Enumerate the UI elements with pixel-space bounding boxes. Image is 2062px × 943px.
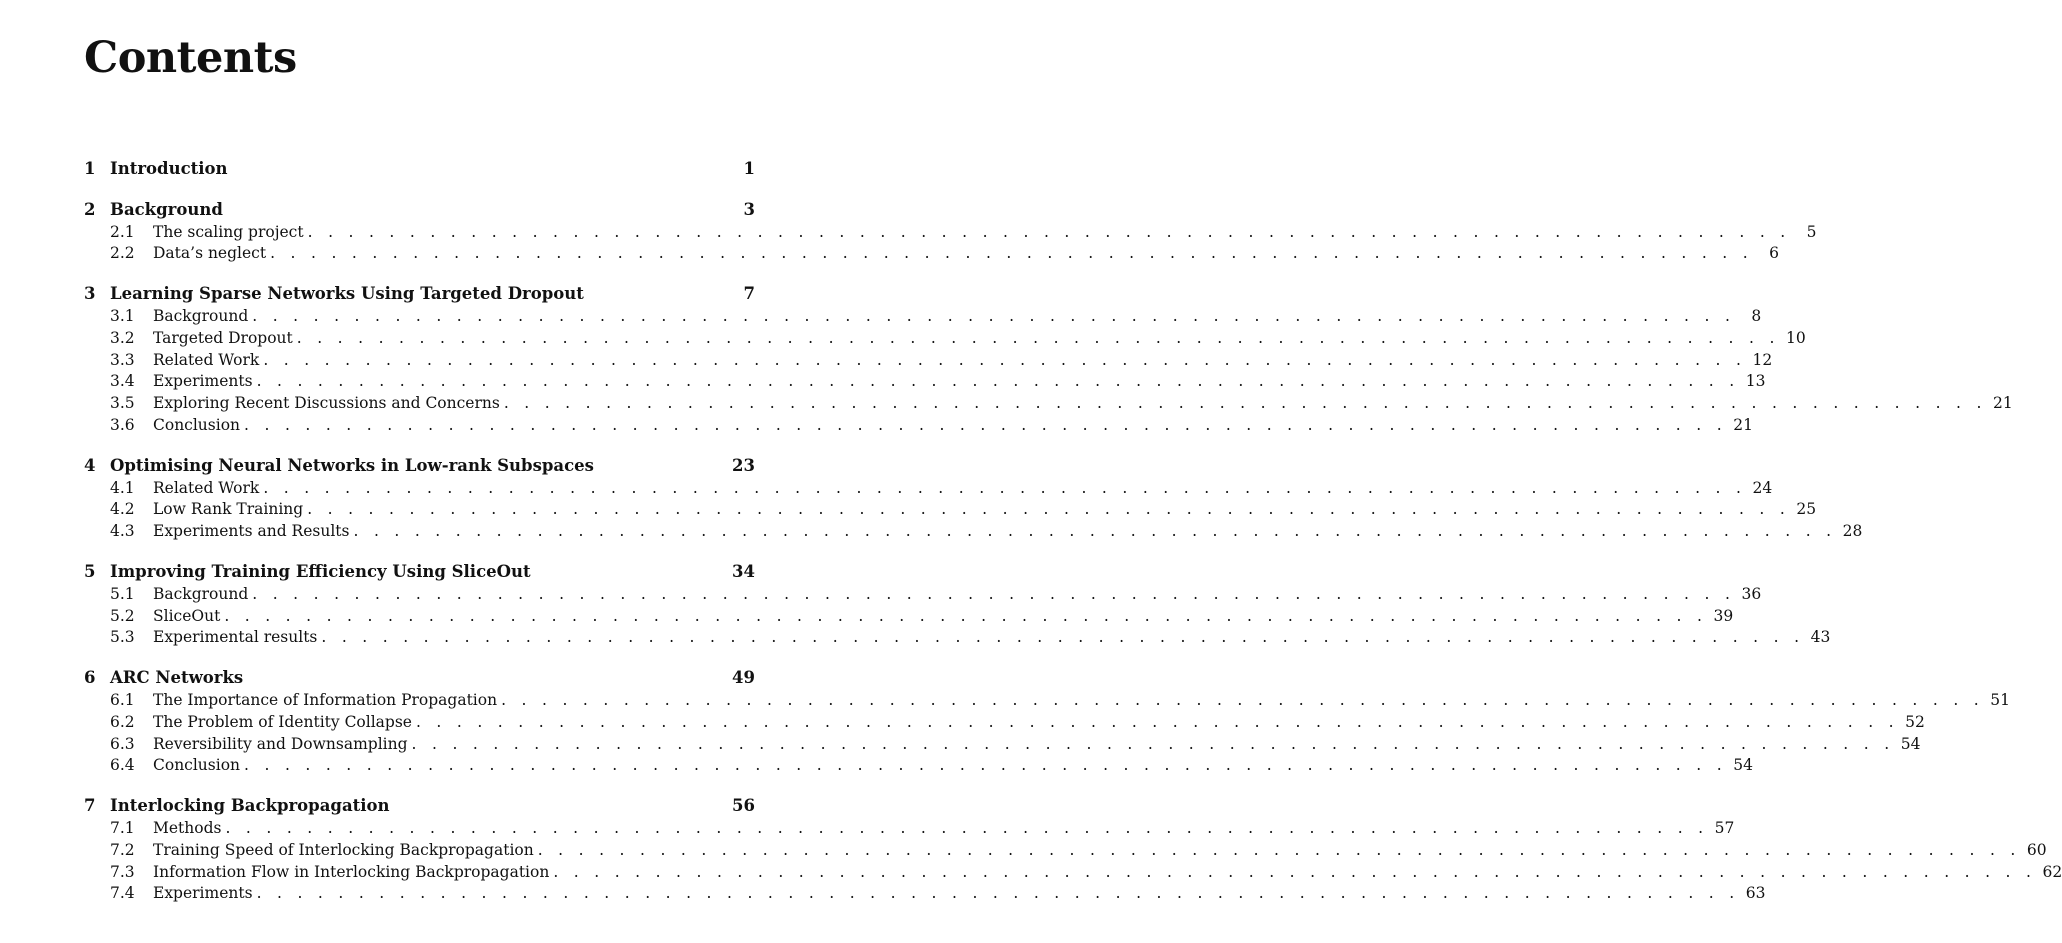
toc-section-3-2[interactable] [0,327,1806,349]
toc-section-3-6[interactable] [0,414,1753,436]
section-number: 7.4 [110,884,135,903]
section-page: 54 [1733,756,1753,775]
section-number: 6.1 [110,691,135,709]
dot-leader: . . . . . . . . . . . . . . . . . . . . . . . . . . . . . . . . . . . . . . . . . . . . . . . . . . . . . . . . . . . . . . . . . . . . . . . . . [225,819,1709,837]
toc-section-6-4[interactable] [0,754,1753,776]
section-title: Training Speed of Interlocking Backpropagation [153,840,534,859]
section-number: 4.2 [110,500,135,519]
chapter-title: Interlocking Backpropagation [110,796,390,816]
dot-leader: . . . . . . . . . . . . . . . . . . . . . . . . . . . . . . . . . . . . . . . . . . . . . . . . . . . . . . . . . . . . . . . . . . . . . . . . . [553,862,2037,881]
section-title: Methods [153,819,222,837]
toc-section-5-1[interactable] [0,583,1762,605]
toc-section-4-3[interactable] [0,520,1863,542]
section-page: 21 [1993,394,2013,413]
section-number: 6.4 [110,756,135,775]
section-page: 21 [1733,416,1753,434]
section-page: 62 [2042,862,2062,881]
dot-leader: . . . . . . . . . . . . . . . . . . . . . . . . . . . . . . . . . . . . . . . . . . . . . . . . . . . . . . . . . . . . . . . . . . . . . . . . . [244,416,1727,434]
chapter-number: 6 [84,668,96,688]
section-page: 43 [1810,628,1831,647]
section-number: 3.3 [110,350,135,369]
toc-section-3-4[interactable] [0,370,1766,392]
section-page: 24 [1752,478,1773,497]
section-number: 3.5 [110,394,135,413]
chapter-number: 3 [84,284,96,304]
chapter-number: 1 [84,159,96,178]
section-title: Information Flow in Interlocking Backpropagation [153,862,550,881]
toc-section-6-3[interactable] [0,733,1921,755]
chapter-page: 3 [743,199,755,219]
chapter-page: 49 [732,668,755,688]
toc-section-3-5[interactable] [0,392,2013,414]
section-number: 3.4 [110,372,135,391]
section-number: 2.2 [110,244,135,263]
chapter-page: 7 [743,284,755,304]
chapter-title: Learning Sparse Networks Using Targeted Dropout [110,284,584,304]
section-number: 5.3 [110,628,135,647]
dot-leader: . . . . . . . . . . . . . . . . . . . . . . . . . . . . . . . . . . . . . . . . . . . . . . . . . . . . . . . . . . . . . . . . . . . . . . . . . [501,691,1985,709]
section-title: Background [153,307,249,325]
section-number: 6.3 [110,734,135,753]
section-title: Reversibility and Downsampling [153,734,408,753]
dot-leader: . . . . . . . . . . . . . . . . . . . . . . . . . . . . . . . . . . . . . . . . . . . . . . . . . . . . . . . . . . . . . . . . . . . . . . . . . [537,840,2021,859]
section-number: 6.2 [110,712,135,731]
section-title: Experiments [153,372,253,391]
section-title: Targeted Dropout [153,328,293,347]
section-title: Low Rank Training [153,500,304,519]
chapter-number: 7 [84,796,96,816]
dot-leader: . . . . . . . . . . . . . . . . . . . . . . . . . . . . . . . . . . . . . . . . . . . . . . . . . . . . . . . . . . . . . . . . . . . . . . . . . [503,394,1987,413]
toc-section-2-2[interactable] [0,242,1779,264]
section-number: 3.6 [110,416,135,434]
dot-leader: . . . . . . . . . . . . . . . . . . . . . . . . . . . . . . . . . . . . . . . . . . . . . . . . . . . . . . . . . . . . . . . . . . . . . . . . . [321,628,1805,647]
chapter-title: Background [110,199,223,219]
section-page: 8 [1751,307,1762,325]
section-page: 6 [1769,244,1779,263]
dot-leader: . . . . . . . . . . . . . . . . . . . . . . . . . . . . . . . . . . . . . . . . . . . . . . . . . . . . . . . . . . . . . . . . . . . . . . . . . [224,606,1708,625]
chapter-title: ARC Networks [110,668,244,688]
section-page: 13 [1745,372,1766,391]
chapter-page: 56 [732,796,755,816]
section-number: 4.1 [110,478,135,497]
section-number: 7.2 [110,840,135,859]
section-number: 5.1 [110,584,135,603]
section-page: 5 [1806,222,1817,241]
section-page: 39 [1713,606,1734,625]
dot-leader: . . . . . . . . . . . . . . . . . . . . . . . . . . . . . . . . . . . . . . . . . . . . . . . . . . . . . . . . . . . . . . . . . . . . . . . . . [263,350,1747,369]
toc-section-3-1[interactable] [0,305,1762,327]
toc-chapter-6[interactable] [0,667,827,689]
section-title: The Importance of Information Propagation [153,691,498,709]
chapter-title: Optimising Neural Networks in Low-rank Subspaces [110,455,594,475]
section-title: Background [153,584,249,603]
toc-section-3-3[interactable] [0,349,1773,371]
dot-leader: . . . . . . . . . . . . . . . . . . . . . . . . . . . . . . . . . . . . . . . . . . . . . . . . . . . . . . . . . . . . . . . . . . . . . . . . . [252,584,1736,603]
toc-section-5-2[interactable] [0,605,1734,627]
section-title: SliceOut [153,606,221,625]
dot-leader: . . . . . . . . . . . . . . . . . . . . . . . . . . . . . . . . . . . . . . . . . . . . . . . . . . . . . . . . . . . . . . . . . . . . . . . . . [411,734,1895,753]
section-page: 54 [1900,734,1921,753]
toc-section-6-1[interactable] [0,689,2011,711]
section-title: The scaling project [153,222,304,241]
section-number: 3.1 [110,307,135,325]
section-page: 28 [1842,522,1863,541]
toc-section-7-1[interactable] [0,817,1735,839]
section-page: 25 [1796,500,1817,519]
toc-chapter-7[interactable] [0,795,827,817]
section-page: 10 [1785,328,1806,347]
chapter-title: Improving Training Efficiency Using SliceOut [110,562,531,581]
section-title: Experiments and Results [153,522,350,541]
chapter-number: 5 [84,562,96,581]
section-title: Related Work [153,478,260,497]
section-title: Conclusion [153,416,241,434]
toc-chapter-4[interactable] [0,455,827,477]
toc-chapter-2[interactable] [0,199,827,221]
dot-leader: . . . . . . . . . . . . . . . . . . . . . . . . . . . . . . . . . . . . . . . . . . . . . . . . . . . . . . . . . . . . . . . . . . . . . . . . . [307,222,1791,241]
section-page: 63 [1745,884,1766,903]
dot-leader: . . . . . . . . . . . . . . . . . . . . . . . . . . . . . . . . . . . . . . . . . . . . . . . . . . . . . . . . . . . . . . . . . . . . . . . . . [263,478,1747,497]
section-title: The Problem of Identity Collapse [153,712,412,731]
toc-section-4-2[interactable] [0,498,1817,520]
dot-leader: . . . . . . . . . . . . . . . . . . . . . . . . . . . . . . . . . . . . . . . . . . . . . . . . . . . . . . . . . . . . . . . . . . . . . . . . . [415,712,1899,731]
section-title: Related Work [153,350,260,369]
section-number: 7.1 [110,819,135,837]
section-page: 36 [1741,584,1762,603]
toc-section-2-1[interactable] [0,221,1817,243]
section-number: 5.2 [110,606,135,625]
toc-chapter-5[interactable] [0,561,827,583]
page-title: Contents [84,33,297,83]
section-title: Data’s neglect [153,244,267,263]
dot-leader: . . . . . . . . . . . . . . . . . . . . . . . . . . . . . . . . . . . . . . . . . . . . . . . . . . . . . . . . . . . . . . . . . . . . . . . . . [296,328,1780,347]
dot-leader: . . . . . . . . . . . . . . . . . . . . . . . . . . . . . . . . . . . . . . . . . . . . . . . . . . . . . . . . . . . . . . . . . . . . . . . . . [252,307,1736,325]
section-title: Experimental results [153,628,318,647]
dot-leader: . . . . . . . . . . . . . . . . . . . . . . . . . . . . . . . . . . . . . . . . . . . . . . . . . . . . . . . . . . . . . . . . . . . . . . . . . [307,500,1791,519]
dot-leader: . . . . . . . . . . . . . . . . . . . . . . . . . . . . . . . . . . . . . . . . . . . . . . . . . . . . . . . . . . . . . . . . . . . . . . . . . [353,522,1837,541]
section-page: 51 [1990,691,2011,709]
dot-leader: . . . . . . . . . . . . . . . . . . . . . . . . . . . . . . . . . . . . . . . . . . . . . . . . . . . . . . . . . . . . . . . . . . . . . . . . . [244,756,1727,775]
chapter-page: 34 [732,562,755,581]
toc-section-4-1[interactable] [0,477,1773,499]
section-title: Conclusion [153,756,241,775]
section-number: 3.2 [110,328,135,347]
dot-leader: . . . . . . . . . . . . . . . . . . . . . . . . . . . . . . . . . . . . . . . . . . . . . . . . . . . . . . . . . . . . . . . . . . . . . . . . . [270,244,1753,263]
toc-section-7-3[interactable] [0,861,2062,883]
chapter-number: 2 [84,199,96,219]
section-title: Experiments [153,884,253,903]
toc-chapter-3[interactable] [0,283,827,305]
section-number: 7.3 [110,862,135,881]
section-title: Exploring Recent Discussions and Concerns [153,394,500,413]
dot-leader: . . . . . . . . . . . . . . . . . . . . . . . . . . . . . . . . . . . . . . . . . . . . . . . . . . . . . . . . . . . . . . . . . . . . . . . . . [256,884,1740,903]
dot-leader: . . . . . . . . . . . . . . . . . . . . . . . . . . . . . . . . . . . . . . . . . . . . . . . . . . . . . . . . . . . . . . . . . . . . . . . . . [256,372,1740,391]
chapter-page: 23 [732,455,755,475]
toc-section-6-2[interactable] [0,711,1925,733]
section-page: 52 [1905,712,1925,731]
section-number: 2.1 [110,222,135,241]
chapter-number: 4 [84,455,96,475]
toc-section-7-4[interactable] [0,882,1766,904]
section-page: 60 [2026,840,2047,859]
toc-section-7-2[interactable] [0,839,2047,861]
toc-section-5-3[interactable] [0,626,1831,648]
section-number: 4.3 [110,522,135,541]
section-page: 57 [1714,819,1735,837]
chapter-page: 1 [743,159,755,178]
toc-chapter-1[interactable] [0,158,827,180]
section-page: 12 [1752,350,1773,369]
chapter-title: Introduction [110,159,228,178]
